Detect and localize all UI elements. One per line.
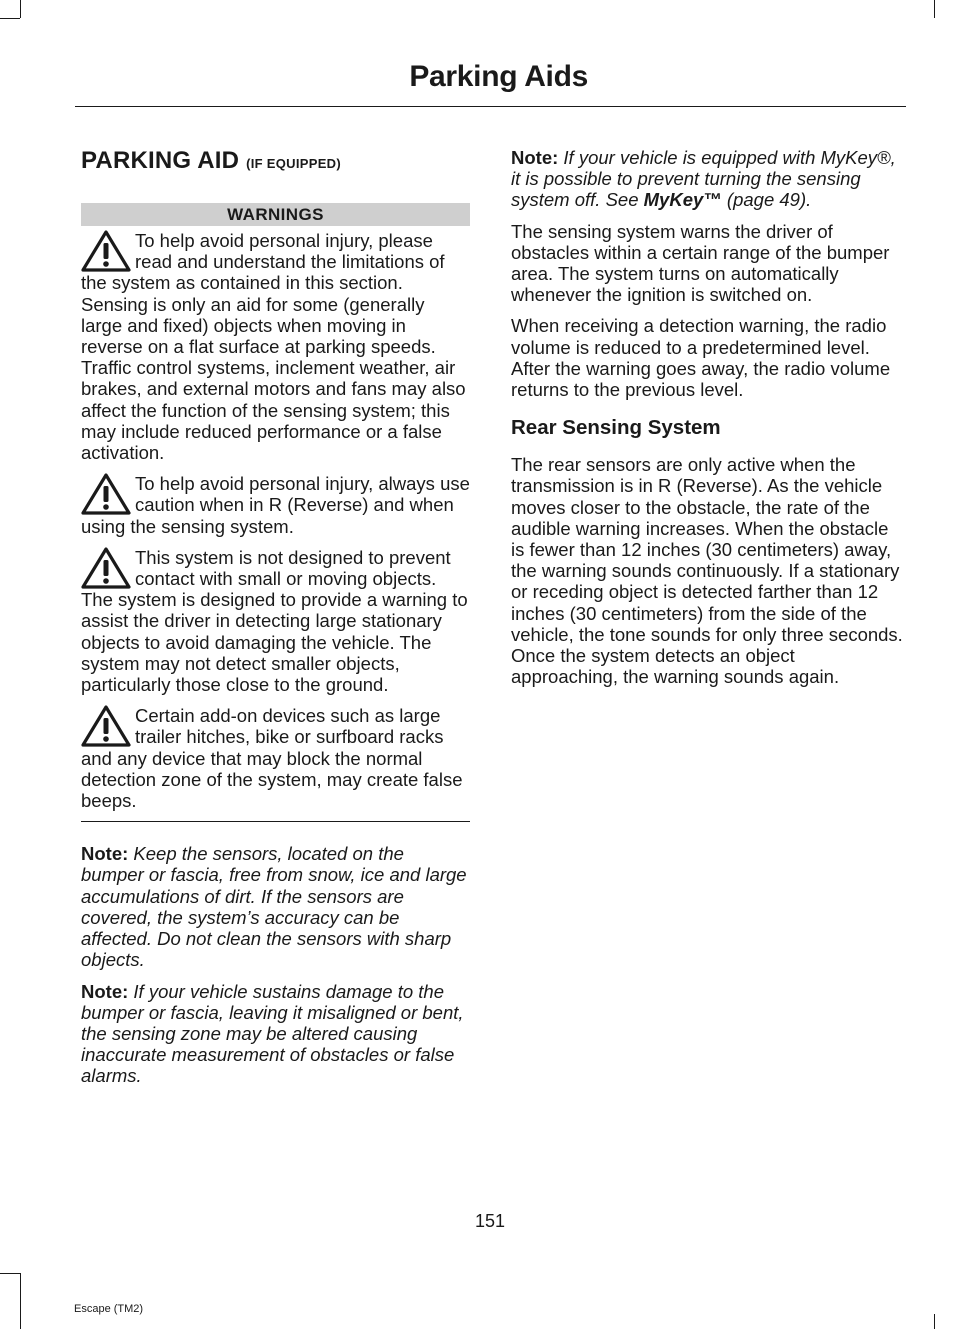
crop-mark (0, 18, 20, 19)
note-label: Note: (511, 147, 559, 168)
left-column (81, 144, 470, 1097)
cross-reference-link[interactable]: MyKey™ (643, 189, 722, 211)
note-paragraph (81, 981, 470, 1087)
footer-model: Escape (TM2) (74, 1303, 144, 1315)
section-title-main: PARKING AID (81, 147, 240, 174)
warning-triangle-icon (81, 473, 135, 515)
header-rule (75, 106, 906, 107)
warning-block (81, 230, 470, 463)
warning-text: Certain add-on devices such as large trailer hitches, bike or surfboard racks and any device that may block the normal detection zone of the system, may create false beeps. (81, 705, 463, 812)
right-column (511, 147, 903, 697)
warning-block (81, 547, 470, 695)
crop-mark (0, 1273, 20, 1274)
note-text: If your vehicle sustains damage to the bumper or fascia, leaving it misaligned or bent, the sensing zone may be altered causing inaccurate measurement of obstacles or false alarms. (81, 980, 464, 1087)
note-text: Keep the sensors, located on the bumper or fascia, free from snow, ice and large accumulations of dirt. If the sensors are covered, the system’s accuracy can be affected. Do not clean the sensors with sharp objects. (81, 843, 467, 971)
body-paragraph: The sensing system warns the driver of obstacles within a certain range of the bumper area. The system turns on automatically whenever the ignition is switched on. (511, 220, 890, 306)
subsection-heading: Rear Sensing System (511, 416, 721, 440)
warnings-heading: WARNINGS (81, 203, 470, 226)
body-paragraph: When receiving a detection warning, the radio volume is reduced to a predetermined level. After the warning goes away, the radio volume returns to the previous level. (511, 315, 891, 401)
page-title: Parking Aids (409, 60, 588, 93)
note-label: Note: (81, 843, 129, 865)
crop-mark (20, 1273, 21, 1329)
note-label: Note: (81, 980, 129, 1002)
body-paragraph: The rear sensors are only active when the transmission is in R (Reverse). As the vehicle moves closer to the obstacle, the rate of the audible warning increases. When the obstacle is fewer than 12 inches (30 centimeters) away, the warning sounds continuously. If a stationary or receding object is detected farther than 12 inches (30 centimeters) from the side of the vehicle, the tone sounds for only three seconds. Once the system detects an object approaching, the warning sounds again. (511, 454, 903, 688)
section-title-suffix: (IF EQUIPPED) (246, 156, 341, 171)
warning-text: To help avoid personal injury, please read and understand the limitations of the system as contained in this section. Sensing is only an aid for some (generally large and fixed) objects when moving in reverse on a flat surface at parking speeds. Traffic control systems, inclement weather, air brakes, and external motors and fans may also affect the function of the sensing system; this may include reduced performance or a false activation. (81, 230, 466, 464)
warning-triangle-icon (81, 230, 135, 272)
warning-triangle-icon (81, 705, 135, 747)
crop-mark (934, 1314, 935, 1329)
warning-block (81, 705, 470, 811)
crop-mark (20, 0, 21, 18)
warnings-end-rule (81, 821, 470, 822)
note-paragraph (81, 843, 470, 970)
cross-reference-page: (page 49). (726, 189, 812, 211)
note-text: If your vehicle is equipped with MyKey®, it is possible to prevent turning the sensing system off. See (511, 147, 896, 211)
warning-block (81, 473, 470, 537)
warning-text: This system is not designed to prevent contact with small or moving objects. The system is designed to provide a warning to assist the driver in detecting large stationary objects to avoid damaging the vehicle. The system may not detect smaller objects, particularly those close to the ground. (81, 546, 468, 696)
section-title (81, 144, 470, 181)
page-number: 151 (474, 1211, 506, 1231)
warning-triangle-icon (81, 547, 135, 589)
warning-text: To help avoid personal injury, always use caution when in R (Reverse) and when using the sensing system. (81, 473, 470, 537)
note-paragraph (511, 147, 903, 211)
crop-mark (934, 0, 935, 18)
